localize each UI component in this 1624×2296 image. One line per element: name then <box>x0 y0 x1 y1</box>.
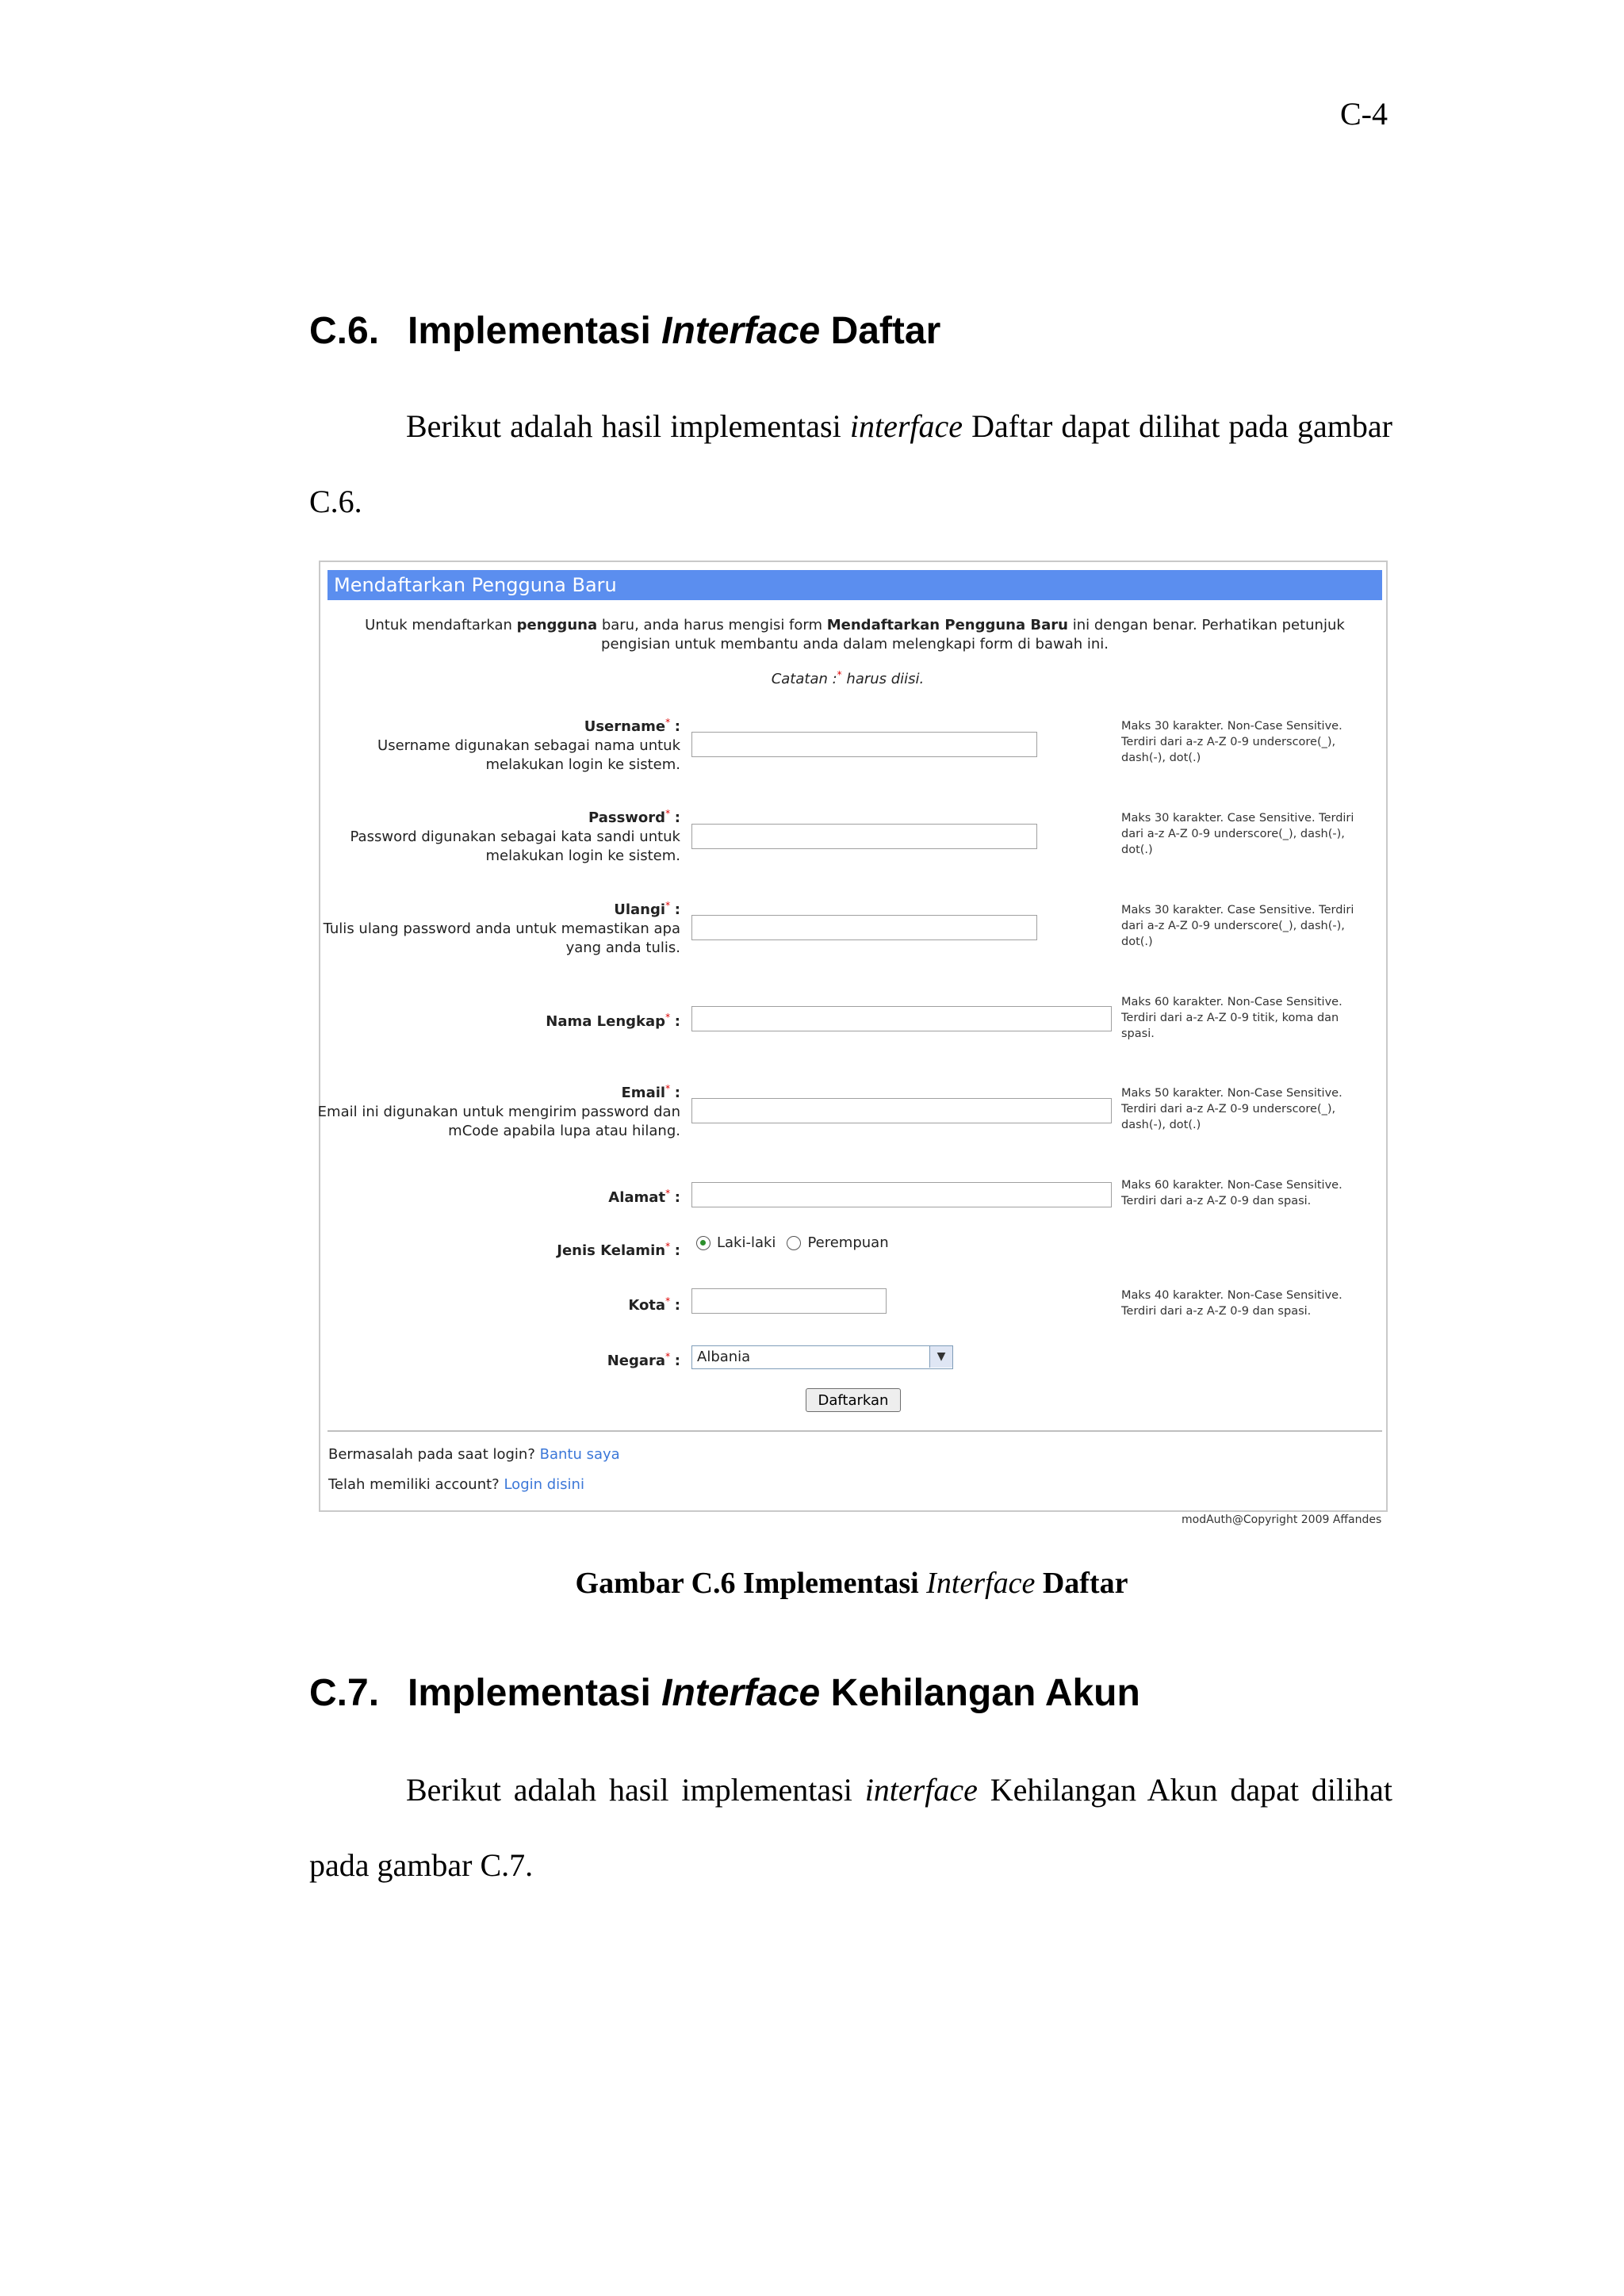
field-name: Alamat <box>608 1189 666 1206</box>
city-label <box>308 1292 680 1315</box>
full-name-label <box>308 1008 680 1031</box>
repeat-password-hint: Maks 30 karakter. Case Sensitive. Terdiri dari a-z A-Z 0-9 underscore(_), dash(-), dot(.) <box>1121 904 1354 948</box>
username-input[interactable] <box>691 732 1037 757</box>
caption-bold-end: Daftar <box>1042 1567 1128 1600</box>
field-desc: Username digunakan sebagai nama untuk melakukan login ke sistem. <box>377 737 680 773</box>
para-text: Berikut adalah hasil implementasi <box>406 408 841 444</box>
form-header: Mendaftarkan Pengguna Baru <box>327 570 1382 600</box>
field-name: Username <box>584 718 666 735</box>
gender-options <box>696 1234 889 1251</box>
heading-italic: Interface <box>661 310 821 352</box>
required-star: * <box>665 1351 671 1362</box>
intro-text: baru, anda harus mengisi form <box>601 617 823 633</box>
colon: : <box>674 1189 680 1206</box>
intro-text: Untuk mendaftarkan <box>365 617 512 633</box>
colon: : <box>674 718 680 735</box>
intro-bold: pengguna <box>516 617 598 633</box>
gender-female-radio[interactable] <box>787 1236 801 1250</box>
colon: : <box>674 1242 680 1259</box>
password-input[interactable] <box>691 824 1037 849</box>
caption-bold: Gambar C.6 Implementasi <box>575 1567 919 1600</box>
username-hint: Maks 30 karakter. Non-Case Sensitive. Terdiri dari a-z A-Z 0-9 underscore(_), dash(-), dot(.) <box>1121 720 1342 764</box>
para-italic: interface <box>849 408 963 444</box>
field-desc: Tulis ulang password anda untuk memastikan apa yang anda tulis. <box>323 920 680 956</box>
colon: : <box>674 1297 680 1314</box>
required-star: * <box>665 808 671 819</box>
heading-text: Implementasi <box>408 310 651 352</box>
section-c7-heading <box>309 1671 1140 1715</box>
required-star: * <box>837 669 842 680</box>
section-c6-heading <box>309 309 940 353</box>
field-name: Password <box>588 809 666 826</box>
address-input[interactable] <box>691 1182 1112 1207</box>
para-text-end: Kehilangan Akun dapat dilihat pada gambar C.7. <box>309 1772 1393 1883</box>
page-number: C-4 <box>1340 96 1388 132</box>
note-text-end: harus diisi. <box>846 671 925 687</box>
field-name: Nama Lengkap <box>546 1013 666 1030</box>
section-c7-paragraph <box>309 1752 1392 1903</box>
password-hint: Maks 30 karakter. Case Sensitive. Terdiri dari a-z A-Z 0-9 underscore(_), dash(-), dot(.) <box>1121 812 1354 856</box>
required-star: * <box>665 1083 671 1094</box>
email-input[interactable] <box>691 1098 1112 1123</box>
required-star: * <box>665 1188 671 1199</box>
login-text: Telah memiliki account? <box>328 1476 500 1493</box>
required-star: * <box>665 1241 671 1252</box>
required-star: * <box>665 900 671 911</box>
required-note <box>320 669 1375 687</box>
password-label <box>308 804 680 866</box>
repeat-password-input[interactable] <box>691 915 1037 940</box>
repeat-password-label <box>308 896 680 958</box>
para-italic: interface <box>864 1772 978 1808</box>
gender-label <box>308 1237 680 1261</box>
required-star: * <box>665 717 671 728</box>
field-name: Email <box>621 1085 666 1101</box>
colon: : <box>674 1085 680 1101</box>
field-name: Ulangi <box>614 901 666 918</box>
field-desc: Email ini digunakan untuk mengirim password dan mCode apabila lupa atau hilang. <box>317 1104 680 1139</box>
country-label <box>308 1347 680 1371</box>
figure-caption <box>0 1566 1624 1601</box>
section-number: C.6. <box>309 310 380 352</box>
username-label <box>308 713 680 775</box>
full-name-hint: Maks 60 karakter. Non-Case Sensitive. Terdiri dari a-z A-Z 0-9 titik, koma dan spasi. <box>1121 996 1342 1040</box>
city-hint: Maks 40 karakter. Non-Case Sensitive. Terdiri dari a-z A-Z 0-9 dan spasi. <box>1121 1289 1342 1318</box>
para-text: Berikut adalah hasil implementasi <box>406 1772 852 1808</box>
colon: : <box>674 1013 680 1030</box>
gender-male-label[interactable]: Laki-laki <box>717 1234 776 1251</box>
email-hint: Maks 50 karakter. Non-Case Sensitive. Terdiri dari a-z A-Z 0-9 underscore(_), dash(-), dot(.) <box>1121 1087 1342 1131</box>
intro-bold: Mendaftarkan Pengguna Baru <box>826 617 1068 633</box>
address-label <box>308 1184 680 1207</box>
login-link[interactable]: Login disini <box>504 1476 584 1493</box>
section-c6-paragraph <box>309 388 1392 539</box>
help-link[interactable]: Bantu saya <box>539 1446 620 1463</box>
heading-text: Implementasi <box>408 1672 651 1714</box>
gender-male-radio[interactable] <box>696 1236 710 1250</box>
colon: : <box>674 1353 680 1369</box>
required-star: * <box>665 1012 671 1023</box>
colon: : <box>674 809 680 826</box>
login-line <box>328 1476 584 1493</box>
field-name: Kota <box>628 1297 666 1314</box>
field-desc: Password digunakan sebagai kata sandi untuk melakukan login ke sistem. <box>350 828 680 864</box>
chevron-down-icon[interactable]: ▼ <box>929 1346 952 1368</box>
section-number: C.7. <box>309 1672 380 1714</box>
address-hint: Maks 60 karakter. Non-Case Sensitive. Terdiri dari a-z A-Z 0-9 dan spasi. <box>1121 1179 1342 1207</box>
registration-form-screenshot <box>319 561 1388 1512</box>
help-text: Bermasalah pada saat login? <box>328 1446 535 1463</box>
copyright-text: modAuth@Copyright 2009 Affandes <box>1182 1513 1382 1526</box>
field-name: Negara <box>607 1353 666 1369</box>
country-selected-value: Albania <box>697 1349 751 1365</box>
email-label <box>308 1079 680 1141</box>
heading-italic: Interface <box>661 1672 821 1714</box>
form-intro <box>336 616 1373 654</box>
footer-divider <box>327 1430 1382 1432</box>
heading-text-end: Kehilangan Akun <box>830 1672 1140 1714</box>
field-name: Jenis Kelamin <box>557 1242 666 1259</box>
country-select[interactable] <box>691 1345 953 1369</box>
heading-text-end: Daftar <box>830 310 941 352</box>
colon: : <box>674 901 680 918</box>
intro-text: ini dengan benar. Perhatikan petunjuk pengisian untuk membantu anda dalam melengkapi form di bawah ini. <box>601 617 1345 652</box>
caption-italic: Interface <box>926 1567 1036 1600</box>
gender-female-label[interactable]: Perempuan <box>807 1234 889 1251</box>
register-button[interactable]: Daftarkan <box>806 1388 901 1412</box>
para-text-end: Daftar dapat dilihat pada gambar C.6. <box>309 408 1392 519</box>
required-star: * <box>665 1295 671 1307</box>
full-name-input[interactable] <box>691 1006 1112 1031</box>
help-line <box>328 1446 620 1463</box>
city-input[interactable] <box>691 1288 887 1314</box>
note-text: Catatan : <box>771 671 837 687</box>
